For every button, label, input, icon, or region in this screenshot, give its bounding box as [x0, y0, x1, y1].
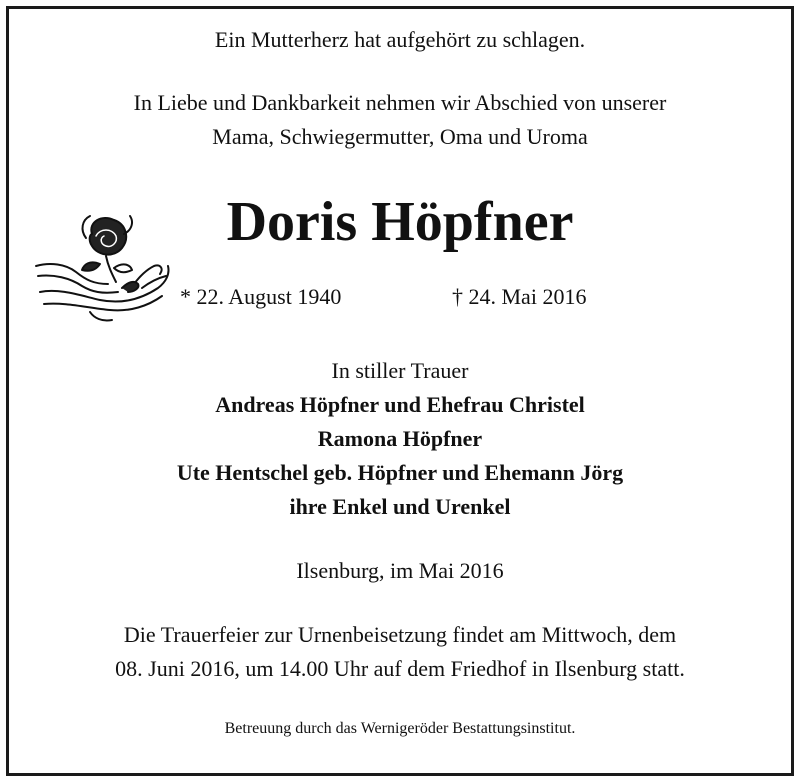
mourner-line: Andreas Höpfner und Ehefrau Christel — [215, 392, 585, 417]
funeral-info-line-2: 08. Juni 2016, um 14.00 Uhr auf dem Friedhof in Ilsenburg statt. — [115, 656, 685, 681]
mourner-line: Ramona Höpfner — [317, 426, 483, 451]
farewell-line-2: Mama, Schwiegermutter, Oma und Uroma — [212, 124, 588, 149]
place-and-date: Ilsenburg, im Mai 2016 — [296, 558, 504, 583]
mourner-line: Ute Hentschel geb. Höpfner und Ehemann Jörg — [176, 460, 624, 485]
mourning-heading: In stiller Trauer — [331, 358, 469, 383]
deceased-name: Doris Höpfner — [226, 191, 574, 253]
funeral-home-credit: Betreuung durch das Wernigeröder Bestattungsinstitut. — [224, 720, 576, 737]
farewell-line-1: In Liebe und Dankbarkeit nehmen wir Abschied von unserer — [133, 90, 667, 115]
birth-date: * 22. August 1940 — [180, 284, 342, 309]
mourner-line: ihre Enkel und Urenkel — [289, 494, 511, 519]
death-date: † 24. Mai 2016 — [452, 284, 587, 309]
funeral-info-line-1: Die Trauerfeier zur Urnenbeisetzung findet am Mittwoch, dem — [123, 622, 677, 647]
intro-text: Ein Mutterherz hat aufgehört zu schlagen. — [214, 27, 586, 52]
